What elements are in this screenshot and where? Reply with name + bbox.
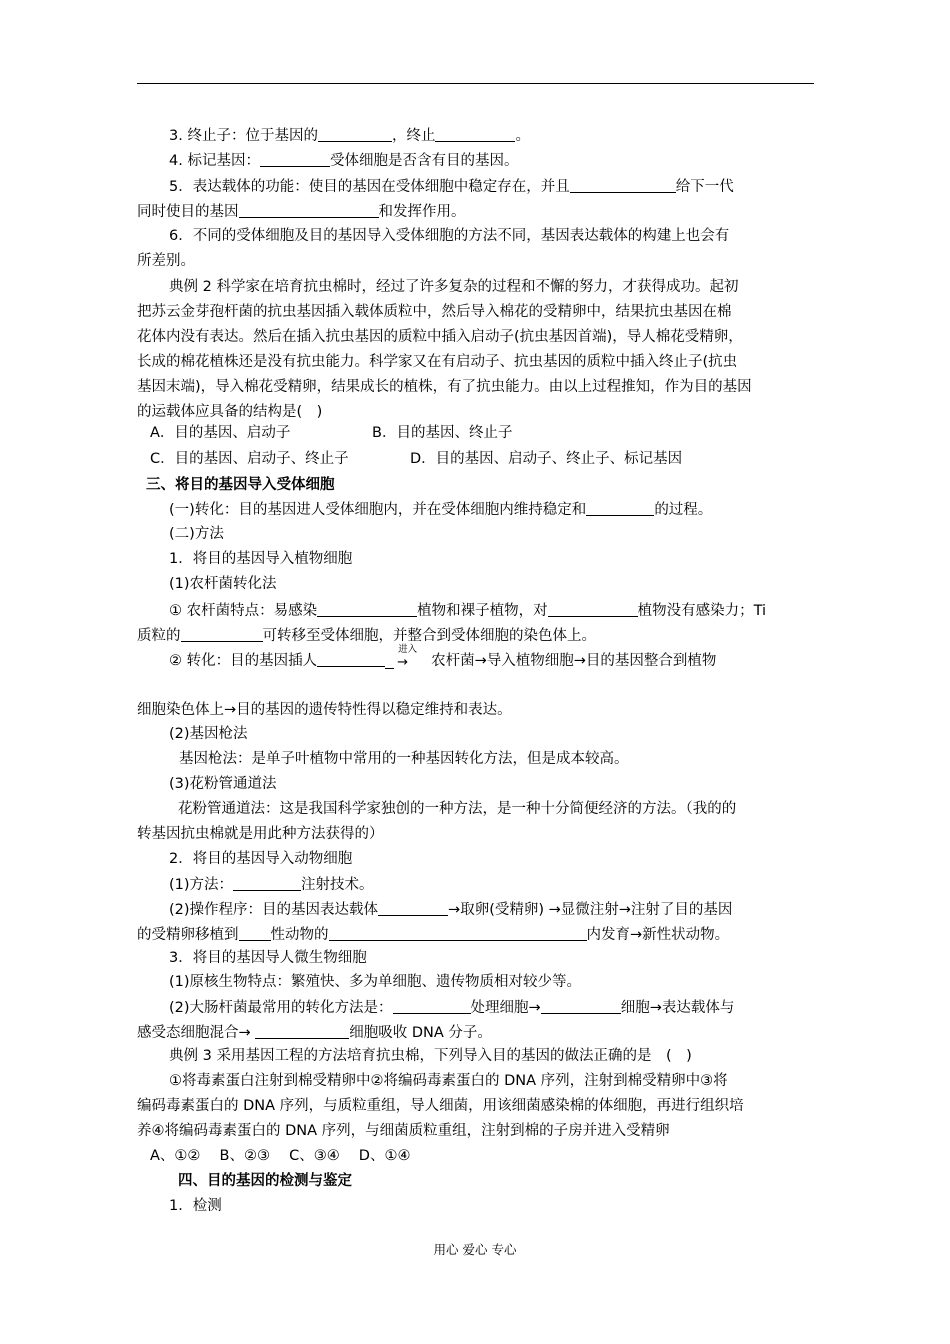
line-animal-method: (1)方法： 注射技术。 bbox=[137, 872, 814, 897]
section-heading-4: 四、目的基因的检测与鉴定 bbox=[178, 1173, 352, 1189]
paragraph-line: 花粉管通道法：这是我国科学家独创的一种方法，是一种十分简便经济的方法。（我的的 bbox=[178, 801, 737, 817]
example-3-line: ①将毒素蛋白注射到棉受精卵中②将编码毒素蛋白的 DNA 序列，注射到棉受精卵中③将 bbox=[169, 1073, 728, 1089]
line-pollen-tube: (3)花粉管通道法 bbox=[169, 776, 277, 792]
line-procedure-cont: 的受精卵移植到 性动物的 内发育→新性状动物。 bbox=[137, 922, 814, 947]
paragraph-line: 细胞染色体上→目的基因的遗传特性得以稳定维持和表达。 bbox=[137, 702, 512, 718]
example-3-line: 典例 3 采用基因工程的方法培育抗虫棉，下列导入目的基因的做法正确的是 ( ) bbox=[169, 1048, 692, 1064]
line-procedure: (2)操作程序：目的基因表达载体 →取卵(受精卵) →显微注射→注射了目的基因 bbox=[137, 897, 814, 922]
line-vector-function: 5．表达载体的功能：使目的基因在受体细胞中稳定存在，并且 给下一代 bbox=[137, 174, 814, 199]
option-d[interactable]: D．目的基因、启动子、终止子、标记基因 bbox=[410, 451, 683, 467]
page-footer: 用心 爱心 专心 bbox=[433, 1242, 517, 1257]
example-2-line: 长成的棉花植株还是没有抗虫能力。科学家又在有启动子、抗虫基因的质粒中插入终止子(抗虫 bbox=[137, 354, 738, 370]
line-ecoli-method-cont: 感受态细胞混合→ 细胞吸收 DNA 分子。 bbox=[137, 1020, 814, 1045]
line-prokaryote-features: (1)原核生物特点：繁殖快、多为单细胞、遗传物质相对较少等。 bbox=[169, 974, 582, 990]
line-plant-cells: 1．将目的基因导入植物细胞 bbox=[169, 551, 353, 567]
example-3-options[interactable]: A、①② B、②③ C、③④ D、①④ bbox=[150, 1148, 411, 1164]
paragraph-line: 转基因抗虫棉就是用此种方法获得的） bbox=[137, 826, 384, 842]
blank[interactable] bbox=[548, 598, 638, 617]
blank[interactable] bbox=[570, 174, 676, 193]
example-2-line: 把苏云金芽孢杆菌的抗虫基因插入载体质粒中，然后导入棉花的受精卵中，结果抗虫基因在棉 bbox=[137, 304, 732, 320]
header-rule bbox=[137, 83, 814, 84]
line-methods: (二)方法 bbox=[169, 526, 224, 542]
options-row bbox=[150, 447, 790, 472]
paragraph-line: 基因枪法：是单子叶植物中常用的一种基因转化方法，但是成本较高。 bbox=[179, 751, 629, 767]
enter-arrow: 进入 → bbox=[385, 648, 431, 673]
blank[interactable] bbox=[329, 922, 587, 941]
line-ecoli-method: (2)大肠杆菌最常用的转化方法是： 处理细胞→ 细胞→表达载体与 bbox=[137, 995, 814, 1020]
blank[interactable] bbox=[233, 872, 301, 891]
right-arrow-icon: → bbox=[397, 655, 409, 670]
line-agrobacterium: (1)农杆菌转化法 bbox=[169, 576, 277, 592]
options-row bbox=[150, 421, 790, 446]
blank[interactable] bbox=[435, 123, 515, 142]
paragraph-line: 6．不同的受体细胞及目的基因导入受体细胞的方法不同，基因表达载体的构建上也会有 bbox=[169, 228, 730, 244]
line-transformation: (一)转化：目的基因进人受体细胞内，并在受体细胞内维持稳定和 的过程。 bbox=[137, 497, 814, 522]
blank[interactable] bbox=[255, 1020, 349, 1039]
line-gene-gun: (2)基因枪法 bbox=[169, 726, 248, 742]
option-b[interactable]: B．目的基因、终止子 bbox=[372, 425, 513, 441]
blank[interactable] bbox=[541, 995, 621, 1014]
blank[interactable] bbox=[260, 148, 330, 167]
line-transformation-steps: ② 转化：目的基因插人 进入 → 农杆菌→导入植物细胞→目的基因整合到植物 bbox=[137, 648, 814, 673]
line-animal-cells: 2．将目的基因导入动物细胞 bbox=[169, 851, 353, 867]
line-vector-function-cont: 同时使目的基因 和发挥作用。 bbox=[137, 199, 814, 224]
blank[interactable] bbox=[317, 648, 385, 667]
example-3-line: 编码毒素蛋白的 DNA 序列，与质粒重组，导人细菌，用该细菌感染棉的体细胞，再进行组织培 bbox=[137, 1098, 744, 1114]
blank[interactable] bbox=[318, 123, 392, 142]
example-2-line: 花体内没有表达。然后在插入抗虫基因的质粒中插入启动子(抗虫基因首端)，导人棉花受精卵， bbox=[137, 329, 743, 345]
line-ti-plasmid: 质粒的 可转移至受体细胞，并整合到受体细胞的染色体上。 bbox=[137, 623, 814, 648]
option-c[interactable]: C．目的基因、启动子、终止子 bbox=[150, 451, 349, 467]
example-3-line: 养④将编码毒素蛋白的 DNA 序列，与细菌质粒重组，注射到棉的子房并进入受精卵 bbox=[137, 1123, 670, 1139]
paragraph-line: 所差别。 bbox=[137, 253, 195, 269]
option-a[interactable]: A．目的基因、启动子 bbox=[150, 425, 291, 441]
blank[interactable] bbox=[317, 598, 417, 617]
line-marker-gene: 4. 标记基因： 受体细胞是否含有目的基因。 bbox=[137, 148, 814, 173]
blank[interactable] bbox=[378, 897, 448, 916]
blank[interactable] bbox=[393, 995, 471, 1014]
line-terminator: 3. 终止子：位于基因的 ，终止 。 bbox=[137, 123, 814, 148]
section-heading-3: 三、将目的基因导入受体细胞 bbox=[146, 477, 335, 493]
line-microbe-cells: 3．将目的基因导人微生物细胞 bbox=[169, 950, 367, 966]
blank[interactable] bbox=[239, 199, 379, 218]
example-2-line: 基因末端)，导入棉花受精卵，结果成长的植株，有了抗虫能力。由以上过程推知，作为目的基因 bbox=[137, 379, 752, 395]
example-2-line: 典例 2 科学家在培育抗虫棉时，经过了许多复杂的过程和不懈的努力，才获得成功。起初 bbox=[169, 279, 739, 295]
blank[interactable] bbox=[586, 497, 654, 516]
line-detection: 1．检测 bbox=[169, 1198, 222, 1214]
blank[interactable] bbox=[181, 623, 263, 642]
line-agrobacterium-features: ① 农杆菌特点：易感染 植物和裸子植物，对 植物没有感染力；Ti bbox=[137, 598, 814, 623]
example-2-line: 的运载体应具备的结构是( ) bbox=[137, 404, 323, 420]
blank[interactable] bbox=[239, 922, 271, 941]
